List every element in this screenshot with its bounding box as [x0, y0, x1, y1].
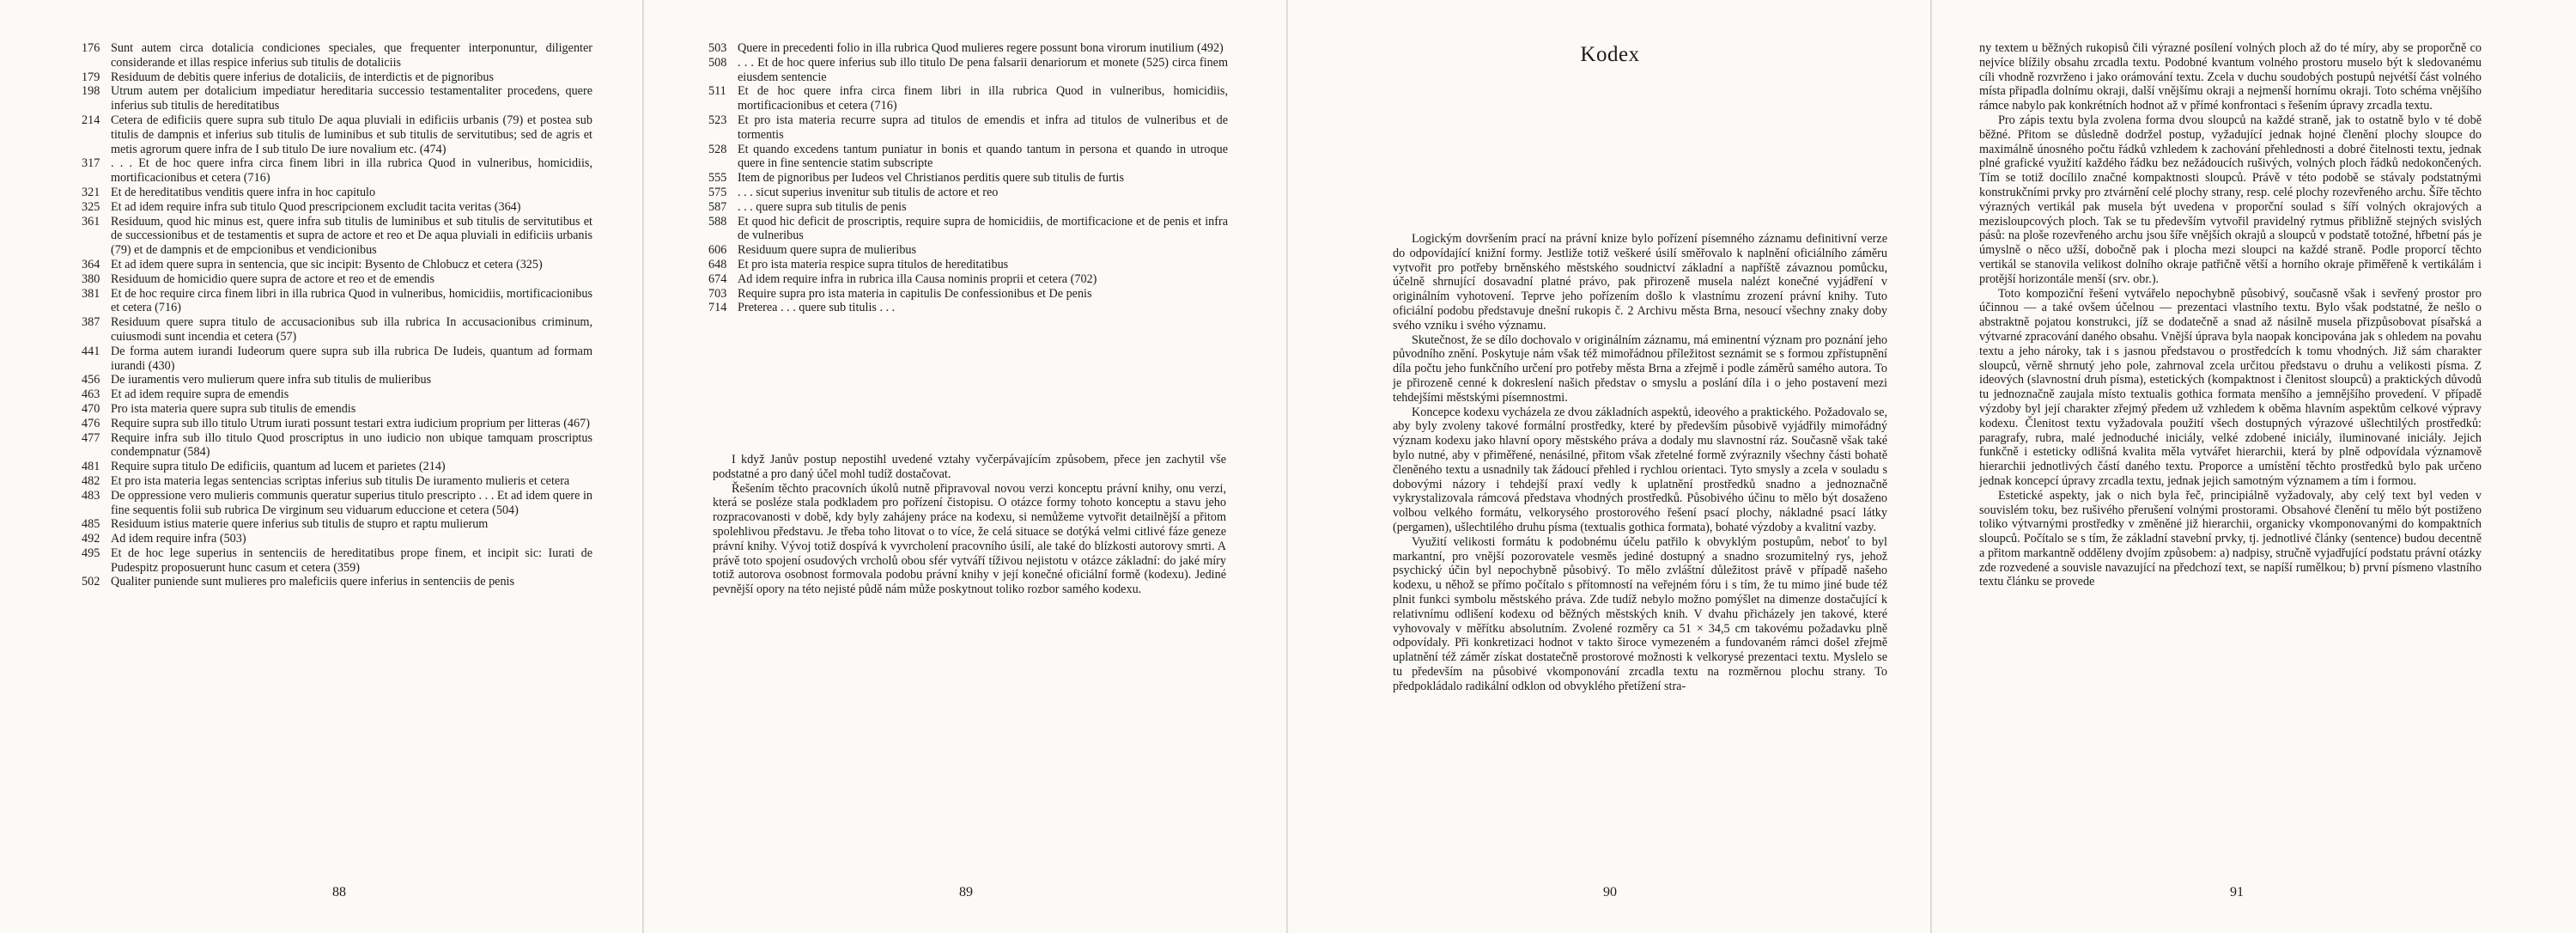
body-text — [1979, 41, 2482, 589]
entry-number: 364 — [82, 257, 100, 271]
list-item — [708, 287, 1228, 302]
entry-text: Residuum de debitis quere inferius de dotaliciis, de interdictis et de pignoribus — [111, 70, 495, 84]
page-number: 89 — [959, 885, 973, 899]
entry-number: 476 — [82, 416, 100, 430]
paragraph: Pro zápis textu byla zvolena forma dvou sloupců na každé straně, jak to ostatně bylo v té době běžné. Přitom se důsledně dodržel postup, vyžadující jednak hojné členění plochy sloupce do maximálně únosného počtu řádků vzhledem k zachování přehlednosti a dobré čitelnosti textu, jednak plné grafické využití každého řádku bez nežádoucích rušivých, volných ploch řádků nedokončených. Tím se totiž docílilo značné kompaktnosti sloupců. Právě v této podobě se stávaly podstatnými konstrukčními prvky pro ztvárnění celé plochy strany, resp. celé plochy rozevřeného archu. Šíře těchto výrazných vertikál pak musela být uvedena v proporční soulad s šíří volných okrajových a mezisloupcových ploch. Tak se tu především vytvořil pravidelný rytmus přibližně stejných svislých pásů: na ploše rozevřeného archu jsou šíře vnějších okrajů a sloupců v podstatě totožné, hřbetní pás je úmyslně o něco užší, dobočně pak i plocha mezi sloupci na každé straně. Podle proporcí těchto vertikál se stanovila velikost dolního okraje patřičně větší a horního okraje přiměřeně k vertikálám i protější horizontále menší (srv. obr.). — [1979, 113, 2482, 286]
page-88 — [0, 0, 644, 933]
list-item — [82, 489, 592, 518]
list-item — [708, 301, 1228, 315]
entry-text: . . . Et de hoc quere inferius sub illo titulo De pena falsarii denariorum et monete (525) circa finem eiusdem sentencie — [738, 55, 1228, 84]
list-item — [82, 215, 592, 258]
entry-number: 588 — [708, 214, 727, 229]
entry-number: 321 — [82, 185, 100, 199]
list-item — [82, 387, 592, 402]
paragraph: Estetické aspekty, jak o nich byla řeč, principiálně vyžadovaly, aby celý text byl veden v souvislém toku, bez rušivého přerušení volnými prostorami. Obsahové členění tu mělo být postiženo toliko výtvarnými prostředky v změněné již hierarchii, organicky vkomponovanými do kompaktních sloupců. Počítalo se s tím, že základní stavební prvky, tj. jednotlivé články (sentence) budou decentně a přitom markantně odděleny dvojím způsobem: a) nadpisy, stručně vyjadřující podstatu právní otázky zde rozvedené a souvisle navazující na předchozí text, se napíší rumělkou; b) první písmeno vlastního textu článku se provede — [1979, 488, 2482, 589]
entry-text: Pro ista materia quere supra sub titulis de emendis — [111, 401, 356, 416]
entry-text: Et de hoc lege superius in sentenciis de hereditatibus prope finem, et incipit sic: Iurati de Pudespitz proposuerunt hunc casum et cetera (359) — [111, 546, 592, 575]
page-number: 90 — [1603, 885, 1617, 899]
body-text — [1393, 232, 1887, 694]
list-item — [82, 373, 592, 387]
entry-number: 380 — [82, 271, 100, 286]
entry-number: 214 — [82, 113, 100, 127]
entry-number: 381 — [82, 286, 100, 301]
list-item — [82, 431, 592, 460]
entry-number: 674 — [708, 271, 727, 286]
entry-text: De oppressione vero mulieris communis queratur superius titulo prescripto . . . Et ad idem quere in fine sequentis folii sub rubrica De virginum seu viduarum educcione et cetera (504) — [111, 488, 592, 517]
list-item — [708, 41, 1228, 56]
paragraph: ny textem u běžných rukopisů čili výrazné posílení volných ploch až do té míry, aby se proporčně co nejvíce blížily obsahu zrcadla textu. Podobné kvantum volného prostoru muselo být k sledovanému cíli vhodně rozvrženo i jako orámování textu. Zcela v duchu soudobých postupů nejvétší část volného místa připadla dolnímu okraji, další vnějšímu okraji a nejmenší hornímu okraji. Toto schéma vnějšího rámce nabylo pak konkrétních hodnot až v přímé konfrontaci s řešením úpravy zrcadla textu. — [1979, 41, 2482, 113]
list-item — [82, 258, 592, 272]
list-item — [708, 243, 1228, 258]
entry-text: . . . Et de hoc quere infra circa finem libri in illa rubrica Quod in vulneribus, homicidiis, mortificacionibus et cetera (716) — [111, 156, 592, 186]
entry-text: Ad idem require infra (503) — [111, 532, 246, 546]
entry-number: 492 — [82, 532, 100, 546]
entry-number: 441 — [82, 344, 100, 358]
body-text — [713, 453, 1226, 597]
entry-number: 648 — [708, 257, 727, 271]
paragraph: Toto kompoziční řešení vytvářelo nepochybně působivý, současně však i sevřený prostor pro účinnou — a také ovšem účelnou — prezentaci vlastního textu. Bylo však podstatné, že nešlo o abstraktně pojatou konstrukci, jíž se dodatečně a snad až násilně musela přizpůsobovat písařská a výtvarné zpracování daného obsahu. Vnější úprava byla naopak koncipována jak s ohledem na povahu textu a jeho nároky, tak i s jasnou představou o prostředcích k tomu vhodných. Již sám charakter sloupců, věrně shrnutý jeho pole, zahrnoval zcela určitou představu o druhu a velikosti písma. Z ideových (slavnostní druh písma), estetických (kompaktnost i členitost sloupců) a praktických důvodů tu jednoznačně zaujala místo textualis gothica formata menšího a jemnějšího provedení. V případě výzdoby byl její charakter zřejmý předem už vzhledem k oběma hlavním aspektům celkové výpravy kodexu. Členitost textu vyžadovala použití všech dostupných výrazové ušlechtilých prostředků: paragrafy, rubra, malé jednoduché iniciály, velké zdobené iniciály, iluminované iniciály. Jejich funkčně i esteticky odlišná kvalita měla vytvářet hierarchii, která by plně odpovídala významově hierarchii jednotlivých částí daného textu. Proporce a umístění těchto prostředků bylo pak určeno jednak koncepcí úpravy zrcadla textu, jednak jejich samotným významem a tím i formou. — [1979, 286, 2482, 488]
entry-number: 179 — [82, 70, 100, 84]
entry-number: 511 — [708, 84, 726, 99]
entry-number: 714 — [708, 301, 727, 315]
entry-text: Require supra pro ista materia in capitulis De confessionibus et De penis — [738, 286, 1092, 301]
paragraph: Řešením těchto pracovních úkolů nutně připravoval novou verzi konceptu právní knihy, onu verzi, která se posléze stala podkladem pro pořízení čistopisu. O otázce formy tohoto konceptu a stavu jeho rozpracovanosti v době, kdy byly zahájeny práce na kodexu, si nemůžeme vytvořit detailnější a přitom spolehlivou představu. Je třeba toho litovat o to více, že celá situace se dotýká velmi citlivé fáze geneze právní knihy. Vývoj totiž dospívá k vyvrcholení pracovního úsilí, ale také do blízkosti autorovy smrti. A právě toto spojení osudových vrcholů obou sfér vytváří tíživou nejistotu v otázce základní: do jaké míry totiž autorova osobnost formovala podobu právní knihy v její konečné oficiální formě (kodexu). Jediné pevnější opory na této nejisté půdě nám může poskytnout toliko rozbor samého kodexu. — [713, 481, 1226, 597]
entry-number: 508 — [708, 55, 727, 70]
entry-text: Require infra sub illo titulo Quod proscriptus in uno iudicio non ubique tamquam proscriptus condempnatur (584) — [111, 430, 592, 460]
page-number: 88 — [332, 885, 346, 899]
list-item — [82, 345, 592, 374]
entry-text: Cetera de edificiis quere supra sub titulo De aqua pluviali in edificiis urbanis (79) et postea sub titulis de dampnis et inferius sub titulis de luminibus et sub titulis de servitutibus; sed de agris et metis agrorum quere infra de I sub titulo De iure novalium etc. (474) — [111, 113, 592, 156]
entry-number: 502 — [82, 575, 100, 589]
entry-number: 503 — [708, 41, 727, 55]
entry-text: Et pro ista materia recurre supra ad titulos de emendis et infra ad titulos de vulneribus et de tormentis — [738, 113, 1228, 142]
entry-text: Item de pignoribus per Iudeos vel Christianos perditis quere sub titulis de furtis — [738, 171, 1124, 186]
entry-text: Residuum quere supra titulo de accusacionibus sub illa rubrica In accusacionibus criminum, cuiusmodi sunt incendia et cetera (57) — [111, 315, 592, 344]
entry-text: Et de hoc quere infra circa finem libri in illa rubrica Quod in vulneribus, homicidiis, mortificacionibus et cetera (716) — [738, 84, 1228, 113]
list-item — [708, 143, 1228, 172]
list-item — [82, 460, 592, 474]
entry-text: Residuum, quod hic minus est, quere infra sub titulis de luminibus et sub titulis de servitutibus et de successionibus et de testamentis et supra de actore et reo et De aqua pluviali in edificiis urbanis (79) et de dampnis et de empcionibus et vendicionibus — [111, 214, 592, 258]
list-item — [82, 315, 592, 345]
entry-text: . . . quere supra sub titulis de penis — [738, 199, 907, 214]
entry-text: Utrum autem per dotalicium impediatur hereditaria successio testamentaliter procedens, quere inferius sub titulis de hereditatibus — [111, 84, 592, 113]
entry-number: 523 — [708, 113, 727, 127]
entry-text: Et ad idem require infra sub titulo Quod prescripcionem excludit tacita veritas (364) — [111, 199, 521, 214]
page-90 — [1288, 0, 1932, 933]
chapter-title: Kodex — [1580, 43, 1640, 66]
list-item — [708, 113, 1228, 143]
entry-number: 361 — [82, 214, 100, 229]
entry-number: 606 — [708, 243, 727, 258]
list-item — [708, 258, 1228, 272]
list-item — [82, 417, 592, 431]
entry-text: Et ad idem require supra de emendis — [111, 387, 289, 402]
entry-text: Et quando excedens tantum puniatur in bonis et quando tantum in persona et quando in utroque quere in fine sentencie statim subscripte — [738, 142, 1228, 171]
cross-reference-list — [82, 41, 592, 589]
cross-reference-list — [708, 41, 1228, 315]
list-item — [82, 272, 592, 287]
entry-text: Et pro ista materia legas sentencias scriptas inferius sub titulis De iuramento mulieris et cetera — [111, 473, 570, 488]
list-item — [82, 41, 592, 70]
list-item — [82, 474, 592, 489]
list-item — [82, 200, 592, 215]
entry-text: Et pro ista materia respice supra titulos de hereditatibus — [738, 257, 1009, 271]
entry-number: 485 — [82, 517, 100, 532]
entry-number: 495 — [82, 546, 100, 560]
list-item — [82, 113, 592, 156]
entry-text: Preterea . . . quere sub titulis . . . — [738, 301, 896, 315]
list-item — [708, 171, 1228, 186]
list-item — [708, 186, 1228, 200]
list-item — [82, 84, 592, 113]
list-item — [82, 546, 592, 576]
list-item — [82, 186, 592, 200]
list-item — [82, 517, 592, 532]
entry-text: Qualiter puniende sunt mulieres pro maleficiis quere inferius in sentenciis de penis — [111, 575, 515, 589]
entry-number: 387 — [82, 315, 100, 330]
entry-number: 463 — [82, 387, 100, 402]
entry-text: De forma autem iurandi Iudeorum quere supra sub illa rubrica De Iudeis, quantum ad formam iurandi (430) — [111, 344, 592, 373]
paragraph: Využití velikosti formátu k podobnému účelu patřilo k obvyklým postupům, neboť to byl markantní, pro vnější pozorovatele vesměs jediné dostupný a snadno srozumitelný rys, jehož psychický účin byl nepochybně působivý. To mělo zvláštní důležitost právě v případě našeho kodexu, u něhož se přímo počítalo s přítomností na veřejném fóru i s tím, že tu mimo jiné bude též plnit funkci symbolu městského práva. Zde tudíž nebylo možno pomýšlet na dimenze dostačující k relativnímu odlišení kodexu od běžných městských knih. V dvahu přicházely jen takové, které vyhovovaly v měřítku absolutním. Zvolené rozměry ca 51 × 34,5 cm takovému požadavku plně odpovídaly. Při konkretizaci hodnot v takto široce vymezeném a fundovaném rámci došel zřejmě uplatnění též záměr získat dostatečně prostorové možnosti k velkorysé prezentaci textu. Myslelo se tu především na působivé vkomponování zrcadla textu na rozměrnou plochu strany. To předpokládalo radikální odklon od obvyklého přetížení stra- — [1393, 534, 1887, 693]
paragraph: Logickým dovršením prací na právní knize bylo pořízení písemného záznamu definitivní verze do odpovídající knižní formy. Jestliže totiž veškeré úsilí směřovalo k naplnění oficiálního záměru vytvořit pro potřeby brněnského městského soudnictví základní a napříště závaznou pomůcku, účelně shrnující dosavadní platné právo, pak přirozeně musela nalézt konečné vyjádření v originálním vyhotovení. Teprve jeho pořízením došlo k vlastnímu zrození právní knihy. Tuto oficiální podobu představuje dnešní rukopis č. 2 Archivu města Brna, nesoucí všechny znaky doby svého vzniku i svého významu. — [1393, 232, 1887, 332]
paragraph: Skutečnost, že se dílo dochovalo v originálním záznamu, má eminentní význam pro poznání jeho původního znění. Poskytuje nám však též mimořádnou příležitost seznámit se s formou zpřístupnění díla počtu jeho funkčního určení pro potřeby města Brna a zřejmě i podle záměrů samého autora. To je přirozeně cenné k dokreslení našich představ o smyslu a poslání díla i o jeho postavení mezi tehdejšími městskými písemnostmi. — [1393, 332, 1887, 405]
entry-number: 198 — [82, 84, 100, 99]
entry-text: Residuum de homicidio quere supra de actore et reo et de emendis — [111, 271, 435, 286]
entry-number: 325 — [82, 199, 100, 214]
entry-number: 477 — [82, 430, 100, 445]
list-item — [708, 84, 1228, 113]
entry-number: 481 — [82, 460, 100, 474]
list-item — [82, 70, 592, 85]
entry-text: Residuum quere supra de mulieribus — [738, 243, 917, 258]
entry-text: Residuum istius materie quere inferius sub titulis de stupro et raptu mulierum — [111, 517, 489, 532]
entry-number: 176 — [82, 41, 100, 55]
entry-number: 456 — [82, 373, 100, 387]
entry-number: 703 — [708, 286, 727, 301]
page-89 — [644, 0, 1288, 933]
list-item — [82, 402, 592, 417]
list-item — [708, 215, 1228, 244]
entry-text: Require supra titulo De edificiis, quantum ad lucem et parietes (214) — [111, 460, 446, 474]
entry-number: 575 — [708, 185, 727, 199]
entry-number: 482 — [82, 473, 100, 488]
entry-number: 317 — [82, 156, 100, 171]
entry-text: Require supra sub illo titulo Utrum iurati possunt testari extra iudicium proprium per litteras (467) — [111, 416, 590, 430]
entry-text: . . . sicut superius invenitur sub titulis de actore et reo — [738, 185, 999, 199]
entry-text: Sunt autem circa dotalicia condiciones speciales, que frequenter interponuntur, diligenter considerande et illas respice inferius sub titulis de dotaliciis — [111, 41, 592, 70]
list-item — [82, 156, 592, 186]
list-item — [708, 200, 1228, 215]
list-item — [82, 287, 592, 316]
paragraph: Koncepce kodexu vycházela ze dvou základních aspektů, ideového a praktického. Požadovalo se, aby byly zvoleny takové formální prostředky, které by především působivě vyjádřily mimořádný význam kodexu jako hlavní opory městského práva a dodaly mu slavnostní ráz. Současně však také bylo nutné, aby v přiměřené, nenásilné, přitom však zřetelné formě zvýraznily všechny části bohatě členěného textu a usnadnily tak žádoucí přehled i rychlou orientaci. Tyto smysly a zcela v souladu s dobovými názory i tehdejší praxí vedly k uplatnění prostředků snadno a jednoznačně vykrystalizovala rámcová představa vhodných prostředků. Působivého účinu to mělo být dosaženo volbou velkého formátu, velkorysého prostorového řešení psací plochy, nákladné psací látky (pergamen), ušlechtilého druhu písma (textualis gothica formata), bohaté výzdoby a kvalitní vazby. — [1393, 405, 1887, 534]
entry-number: 587 — [708, 199, 727, 214]
entry-text: Et de hoc require circa finem libri in illa rubrica Quod in vulneribus, homicidiis, mortificacionibus et cetera (716) — [111, 286, 592, 315]
entry-text: De iuramentis vero mulierum quere infra sub titulis de mulieribus — [111, 373, 432, 387]
list-item — [708, 56, 1228, 85]
page-91 — [1932, 0, 2576, 933]
entry-number: 470 — [82, 401, 100, 416]
paragraph: I když Janův postup nepostihl uvedené vztahy vyčerpávajícím způsobem, přece jen zachytil vše podstatné a pro daný účel mohl tudíž dostačovat. — [713, 453, 1226, 481]
entry-text: Quere in precedenti folio in illa rubrica Quod mulieres regere possunt bona virorum inutilium (492) — [738, 41, 1224, 55]
entry-number: 528 — [708, 142, 727, 156]
entry-text: Et quod hic deficit de proscriptis, require supra de homicidiis, de mortificacione et de penis et infra de vulneribus — [738, 214, 1228, 243]
entry-text: Et ad idem quere supra in sentencia, que sic incipit: Bysento de Chlobucz et cetera (325) — [111, 257, 543, 271]
page-number: 91 — [2230, 885, 2244, 899]
list-item — [708, 272, 1228, 287]
list-item — [82, 532, 592, 546]
entry-number: 555 — [708, 171, 727, 186]
list-item — [82, 575, 592, 589]
entry-number: 483 — [82, 488, 100, 503]
entry-text: Et de hereditatibus venditis quere infra in hoc capitulo — [111, 185, 376, 199]
entry-text: Ad idem require infra in rubrica illa Causa nominis proprii et cetera (702) — [738, 271, 1097, 286]
